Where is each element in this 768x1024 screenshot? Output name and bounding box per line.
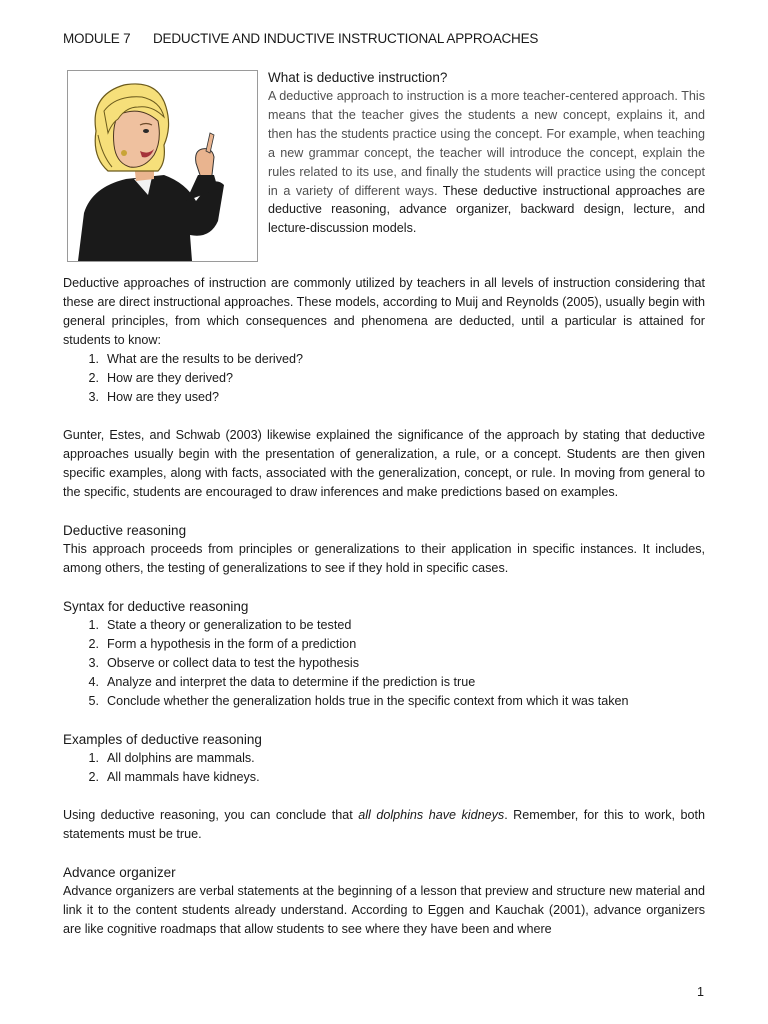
questions-list	[72, 350, 705, 407]
list-item: 3. Observe or collect data to test the hypothesis	[88, 656, 360, 670]
intro-paragraph	[268, 87, 705, 238]
paragraph-deductive-reasoning: This approach proceeds from principles or generalizations to their application in specific instances. It includes, among others, the testing of generalizations to see if they hold in specific cases.	[63, 542, 705, 575]
list-item: 2. How are they derived?	[88, 371, 234, 385]
module-title: DEDUCTIVE AND INDUCTIVE INSTRUCTIONAL APPROACHES	[153, 31, 539, 46]
page-number: 1	[697, 985, 705, 999]
list-item: 1. State a theory or generalization to be tested	[88, 618, 352, 632]
list-item: 3. How are they used?	[88, 390, 220, 404]
list-item: 5. Conclude whether the generalization holds true in the specific context from which it was taken	[88, 694, 629, 708]
list-item: 1. What are the results to be derived?	[88, 352, 304, 366]
intro-section	[268, 68, 705, 238]
heading-syntax: Syntax for deductive reasoning	[63, 599, 249, 614]
main-body	[63, 274, 705, 939]
heading-advance-organizer: Advance organizer	[63, 865, 176, 880]
intro-text-dark: These deductive instructional approaches are deductive reasoning, advance organizer, backward design, lecture, and lecture-discussion models.	[268, 183, 705, 236]
teacher-illustration	[67, 70, 258, 262]
intro-heading: What is deductive instruction?	[268, 70, 448, 85]
teacher-pointing-icon	[68, 71, 257, 261]
conclusion-emphasis: all dolphins have kidneys	[358, 808, 505, 822]
list-item: 4. Analyze and interpret the data to determine if the prediction is true	[88, 675, 476, 689]
heading-deductive-reasoning: Deductive reasoning	[63, 523, 187, 538]
heading-examples: Examples of deductive reasoning	[63, 732, 262, 747]
syntax-list	[72, 616, 705, 711]
paragraph-deductive-approaches: Deductive approaches of instruction are commonly utilized by teachers in all levels of instruction considering that these are direct instructional approaches. These models, according to Muij and Reynolds (2005), usually begin with general principles, from which consequences and phenomena are deducted, until a particular is attained for students to know:	[63, 276, 705, 347]
paragraph-gunter: Gunter, Estes, and Schwab (2003) likewise explained the significance of the approach by stating that deductive approaches usually begin with the presentation of generalization, a rule, or a concept. Students are then given specific examples, along with facts, associated with the generalization, concept, or rule. In moving from general to the specific, students are encouraged to draw inferences and make predictions based on examples.	[63, 428, 705, 499]
list-item: 2. All mammals have kidneys.	[88, 770, 260, 784]
conclusion-note: Using deductive reasoning, you can conclude that all dolphins have kidneys. Remember, for this to work, both statements must be true.	[63, 808, 705, 841]
module-header	[63, 31, 538, 46]
list-item: 2. Form a hypothesis in the form of a prediction	[88, 637, 357, 651]
intro-text-gray: A deductive approach to instruction is a more teacher-centered approach. This means that the teacher gives the students a new concept, explains it, and then has the students practice using the concept. For example, when teaching a new grammar concept, the teacher will introduce the concept, explain the rules related to its use, and finally the students will practice using the concept in a variety of different ways.	[268, 89, 705, 198]
examples-list	[72, 749, 705, 787]
paragraph-advance-organizer: Advance organizers are verbal statements at the beginning of a lesson that preview and structure new material and link it to the content students already understand. According to Eggen and Kauchak (2001), advance organizers are like cognitive roadmaps that allow students to see where they have been and where	[63, 884, 705, 936]
module-number: MODULE 7	[63, 31, 131, 46]
list-item: 1. All dolphins are mammals.	[88, 751, 255, 765]
